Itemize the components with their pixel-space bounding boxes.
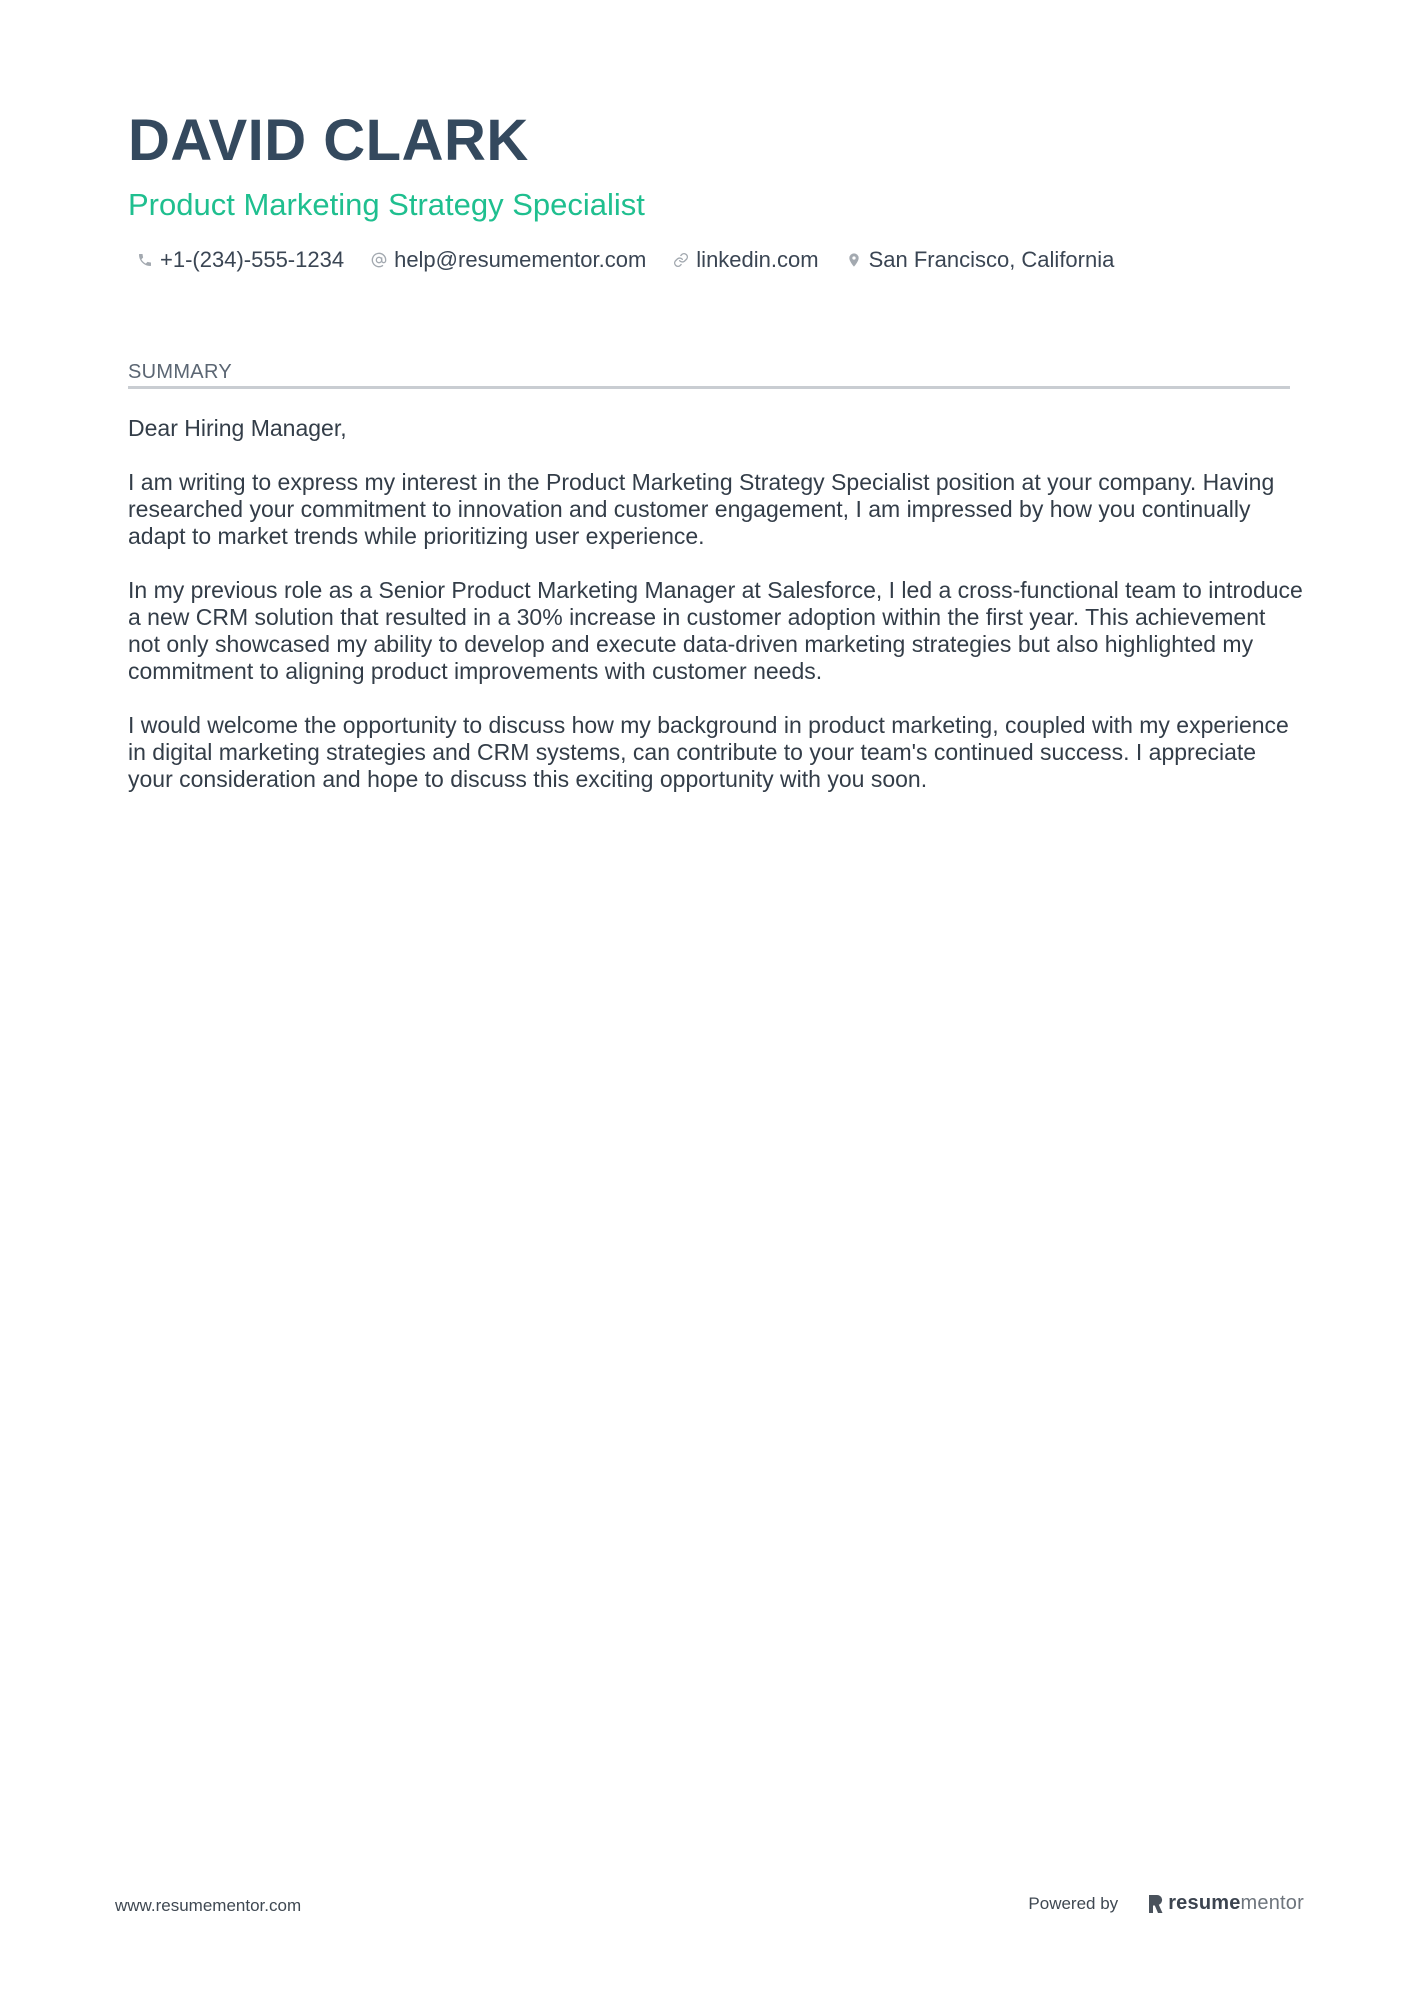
contact-email[interactable] (370, 247, 646, 273)
paragraph-3: I would welcome the opportunity to discuss how my background in product marketing, coupled with my experience in digital marketing strategies and CRM systems, can contribute to your team's continued success. I appreciate your consideration and hope to discuss this exciting opportunity with you soon. (128, 712, 1289, 792)
phone-icon (136, 251, 154, 269)
letter-body (128, 415, 1303, 820)
greeting: Dear Hiring Manager, (128, 415, 347, 441)
brand-logo[interactable] (1148, 1892, 1304, 1915)
contact-location (845, 247, 1115, 273)
location-text: San Francisco, California (868, 247, 1115, 272)
phone-text: +1-(234)-555-1234 (160, 247, 345, 272)
job-title: Product Marketing Strategy Specialist (128, 187, 645, 222)
at-sign-icon (370, 251, 388, 269)
brand-name-light: mentor (1240, 1892, 1304, 1914)
link-icon (672, 251, 690, 269)
footer-powered-by (1028, 1892, 1304, 1915)
contact-linkedin[interactable] (672, 247, 818, 273)
linkedin-text: linkedin.com (696, 247, 819, 272)
candidate-name: DAVID CLARK (128, 108, 529, 173)
summary-heading: SUMMARY (128, 361, 1290, 389)
paragraph-2: In my previous role as a Senior Product Marketing Manager at Salesforce, I led a cross-functional team to introduce a new CRM solution that resulted in a 30% increase in customer adoption within the first year. This achievement not only showcased my ability to develop and execute data-driven marketing strategies but also highlighted my commitment to aligning product improvements with customer needs. (128, 577, 1303, 684)
resumementor-logo-icon (1148, 1894, 1164, 1914)
powered-by-label: Powered by (1028, 1893, 1119, 1913)
email-text: help@resumementor.com (394, 247, 647, 272)
contact-bar (136, 247, 1140, 273)
map-pin-icon (845, 251, 863, 269)
paragraph-1: I am writing to express my interest in the Product Marketing Strategy Specialist position at your company. Having researched your commitment to innovation and customer engagement, I am impressed by how you continually adapt to market trends while prioritizing user experience. (128, 469, 1275, 549)
footer-website-link[interactable]: www.resumementor.com (115, 1896, 302, 1915)
contact-phone[interactable] (136, 247, 344, 273)
brand-name-strong: resume (1168, 1892, 1241, 1914)
